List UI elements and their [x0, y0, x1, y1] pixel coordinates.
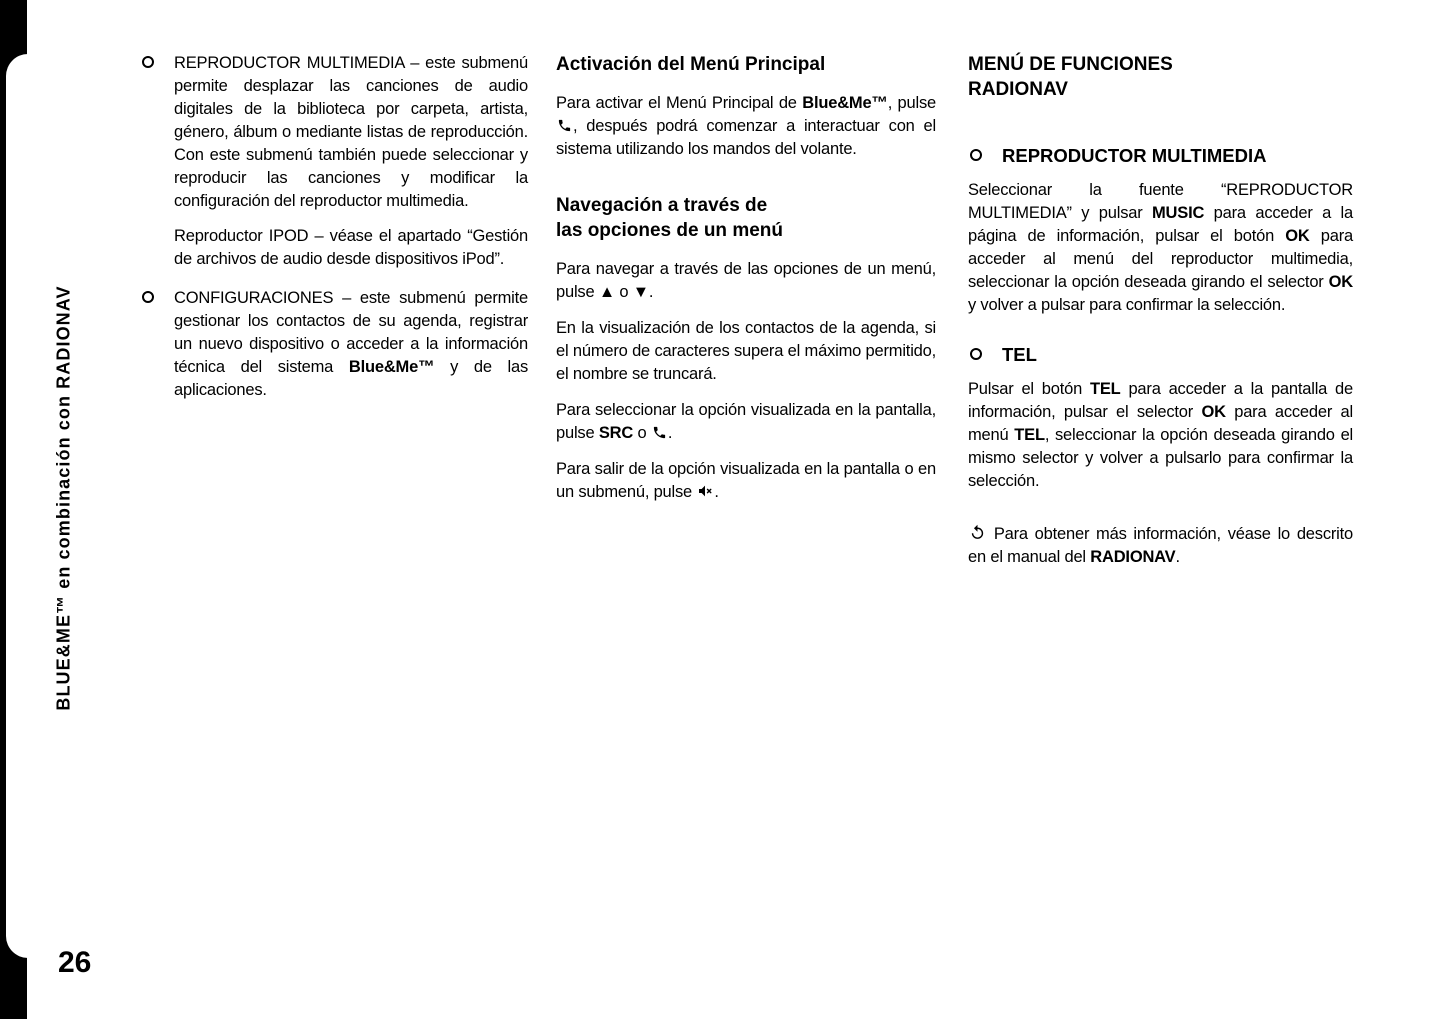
paragraph: [556, 458, 936, 504]
mute-icon: [697, 483, 713, 499]
sidebar-label: BLUE&ME™ en combinación con RADIONAV: [53, 285, 74, 711]
text: CONFIGURACIONES – este submenú permite gestionar los contactos de su agenda, registrar un nuevo dispositivo o acceder a la información técnica del sistema: [174, 289, 528, 376]
bold-text: OK: [1328, 273, 1353, 291]
bold-text: Blue&Me™: [802, 94, 888, 112]
text: , después podrá comenzar a interactuar con el sistema utilizando los mandos del volante.: [556, 117, 936, 158]
text: .: [714, 483, 719, 501]
phone-icon: [652, 425, 667, 440]
text: .: [1175, 548, 1180, 566]
bold-text: OK: [1201, 403, 1226, 421]
bold-text: TEL: [1014, 426, 1045, 444]
bold-text: OK: [1285, 227, 1310, 245]
text: REPRODUCTOR MULTIMEDIA – este submenú permite desplazar las canciones de audio digitales de la biblioteca por carpeta, artista, género, álbum o mediante listas de reproducción. Con este submenú también puede seleccionar y reproducir las canciones y modificar la configuración del reproductor multimedia.: [174, 54, 528, 210]
text: RADIONAV: [968, 79, 1068, 100]
text: para acceder al menú del reproductor multimedia, seleccionar la opción deseada girando el selector: [968, 227, 1353, 291]
column-left: [140, 52, 528, 418]
bullet-heading: [968, 144, 1353, 168]
bold-text: RADIONAV: [1090, 548, 1176, 566]
text: REPRODUCTOR MULTIMEDIA: [1002, 145, 1267, 166]
phone-icon: [557, 118, 572, 133]
sub-paragraph: [140, 225, 528, 271]
paragraph: [968, 179, 1353, 317]
bold-text: MUSIC: [1152, 204, 1205, 222]
text: Navegación a través de: [556, 195, 768, 216]
circle-bullet-icon: [142, 291, 154, 303]
text: Activación del Menú Principal: [556, 54, 826, 75]
text: En la visualización de los contactos de la agenda, si el número de caracteres supera el máximo permitido, el nombre se truncará.: [556, 319, 936, 383]
text: Para salir de la opción visualizada en la pantalla o en un submenú, pulse: [556, 460, 936, 501]
paragraph: [556, 317, 936, 386]
page-number: 26: [58, 946, 92, 979]
text: para acceder a la página de información, pulsar el botón: [968, 204, 1353, 245]
section-heading: [556, 52, 936, 77]
text: TEL: [1002, 344, 1037, 365]
bullet-item: [140, 287, 528, 402]
section-heading: [556, 193, 936, 243]
text: Para navegar a través de las opciones de un menú, pulse ▲ o ▼.: [556, 260, 936, 301]
text: o: [633, 424, 651, 442]
paragraph: [556, 92, 936, 161]
paragraph: [556, 399, 936, 445]
paragraph: [968, 378, 1353, 493]
circle-bullet-icon: [142, 56, 154, 68]
text: .: [667, 424, 673, 442]
bold-text: Blue&Me™: [348, 358, 435, 376]
text: para acceder a la pantalla de información, pulsar el selector: [968, 380, 1353, 421]
text: Reproductor IPOD – véase el apartado “Gestión de archivos de audio desde dispositivos iPod”.: [174, 227, 528, 268]
text: y volver a pulsar para confirmar la selección.: [968, 296, 1286, 314]
note-paragraph: [968, 523, 1353, 569]
text: Pulsar el botón: [968, 380, 1090, 398]
text: , seleccionar la opción deseada girando el mismo selector y volver a pulsarlo para confirmar la selección.: [968, 426, 1354, 490]
paragraph: [556, 258, 936, 304]
circle-bullet-icon: [970, 149, 982, 161]
bold-text: TEL: [1089, 380, 1121, 398]
text: Seleccionar la fuente “REPRODUCTOR MULTIMEDIA” y pulsar: [968, 181, 1353, 222]
text: , pulse: [887, 94, 937, 112]
bold-text: SRC: [598, 424, 634, 442]
text: para acceder al menú: [968, 403, 1353, 444]
note-arrow-icon: [969, 524, 986, 541]
text: y de las aplicaciones.: [174, 358, 528, 399]
text: MENÚ DE FUNCIONES: [968, 54, 1173, 75]
text: Para obtener más información, véase lo descrito en el manual del: [968, 525, 1353, 566]
text: Para seleccionar la opción visualizada en la pantalla, pulse: [556, 401, 936, 442]
text: las opciones de un menú: [556, 220, 783, 241]
circle-bullet-icon: [970, 348, 982, 360]
text: Para activar el Menú Principal de: [556, 94, 803, 112]
column-right: [968, 52, 1353, 582]
column-middle: [556, 52, 936, 517]
bullet-item: [140, 52, 528, 213]
section-heading: [968, 52, 1353, 102]
bullet-heading: [968, 343, 1353, 367]
